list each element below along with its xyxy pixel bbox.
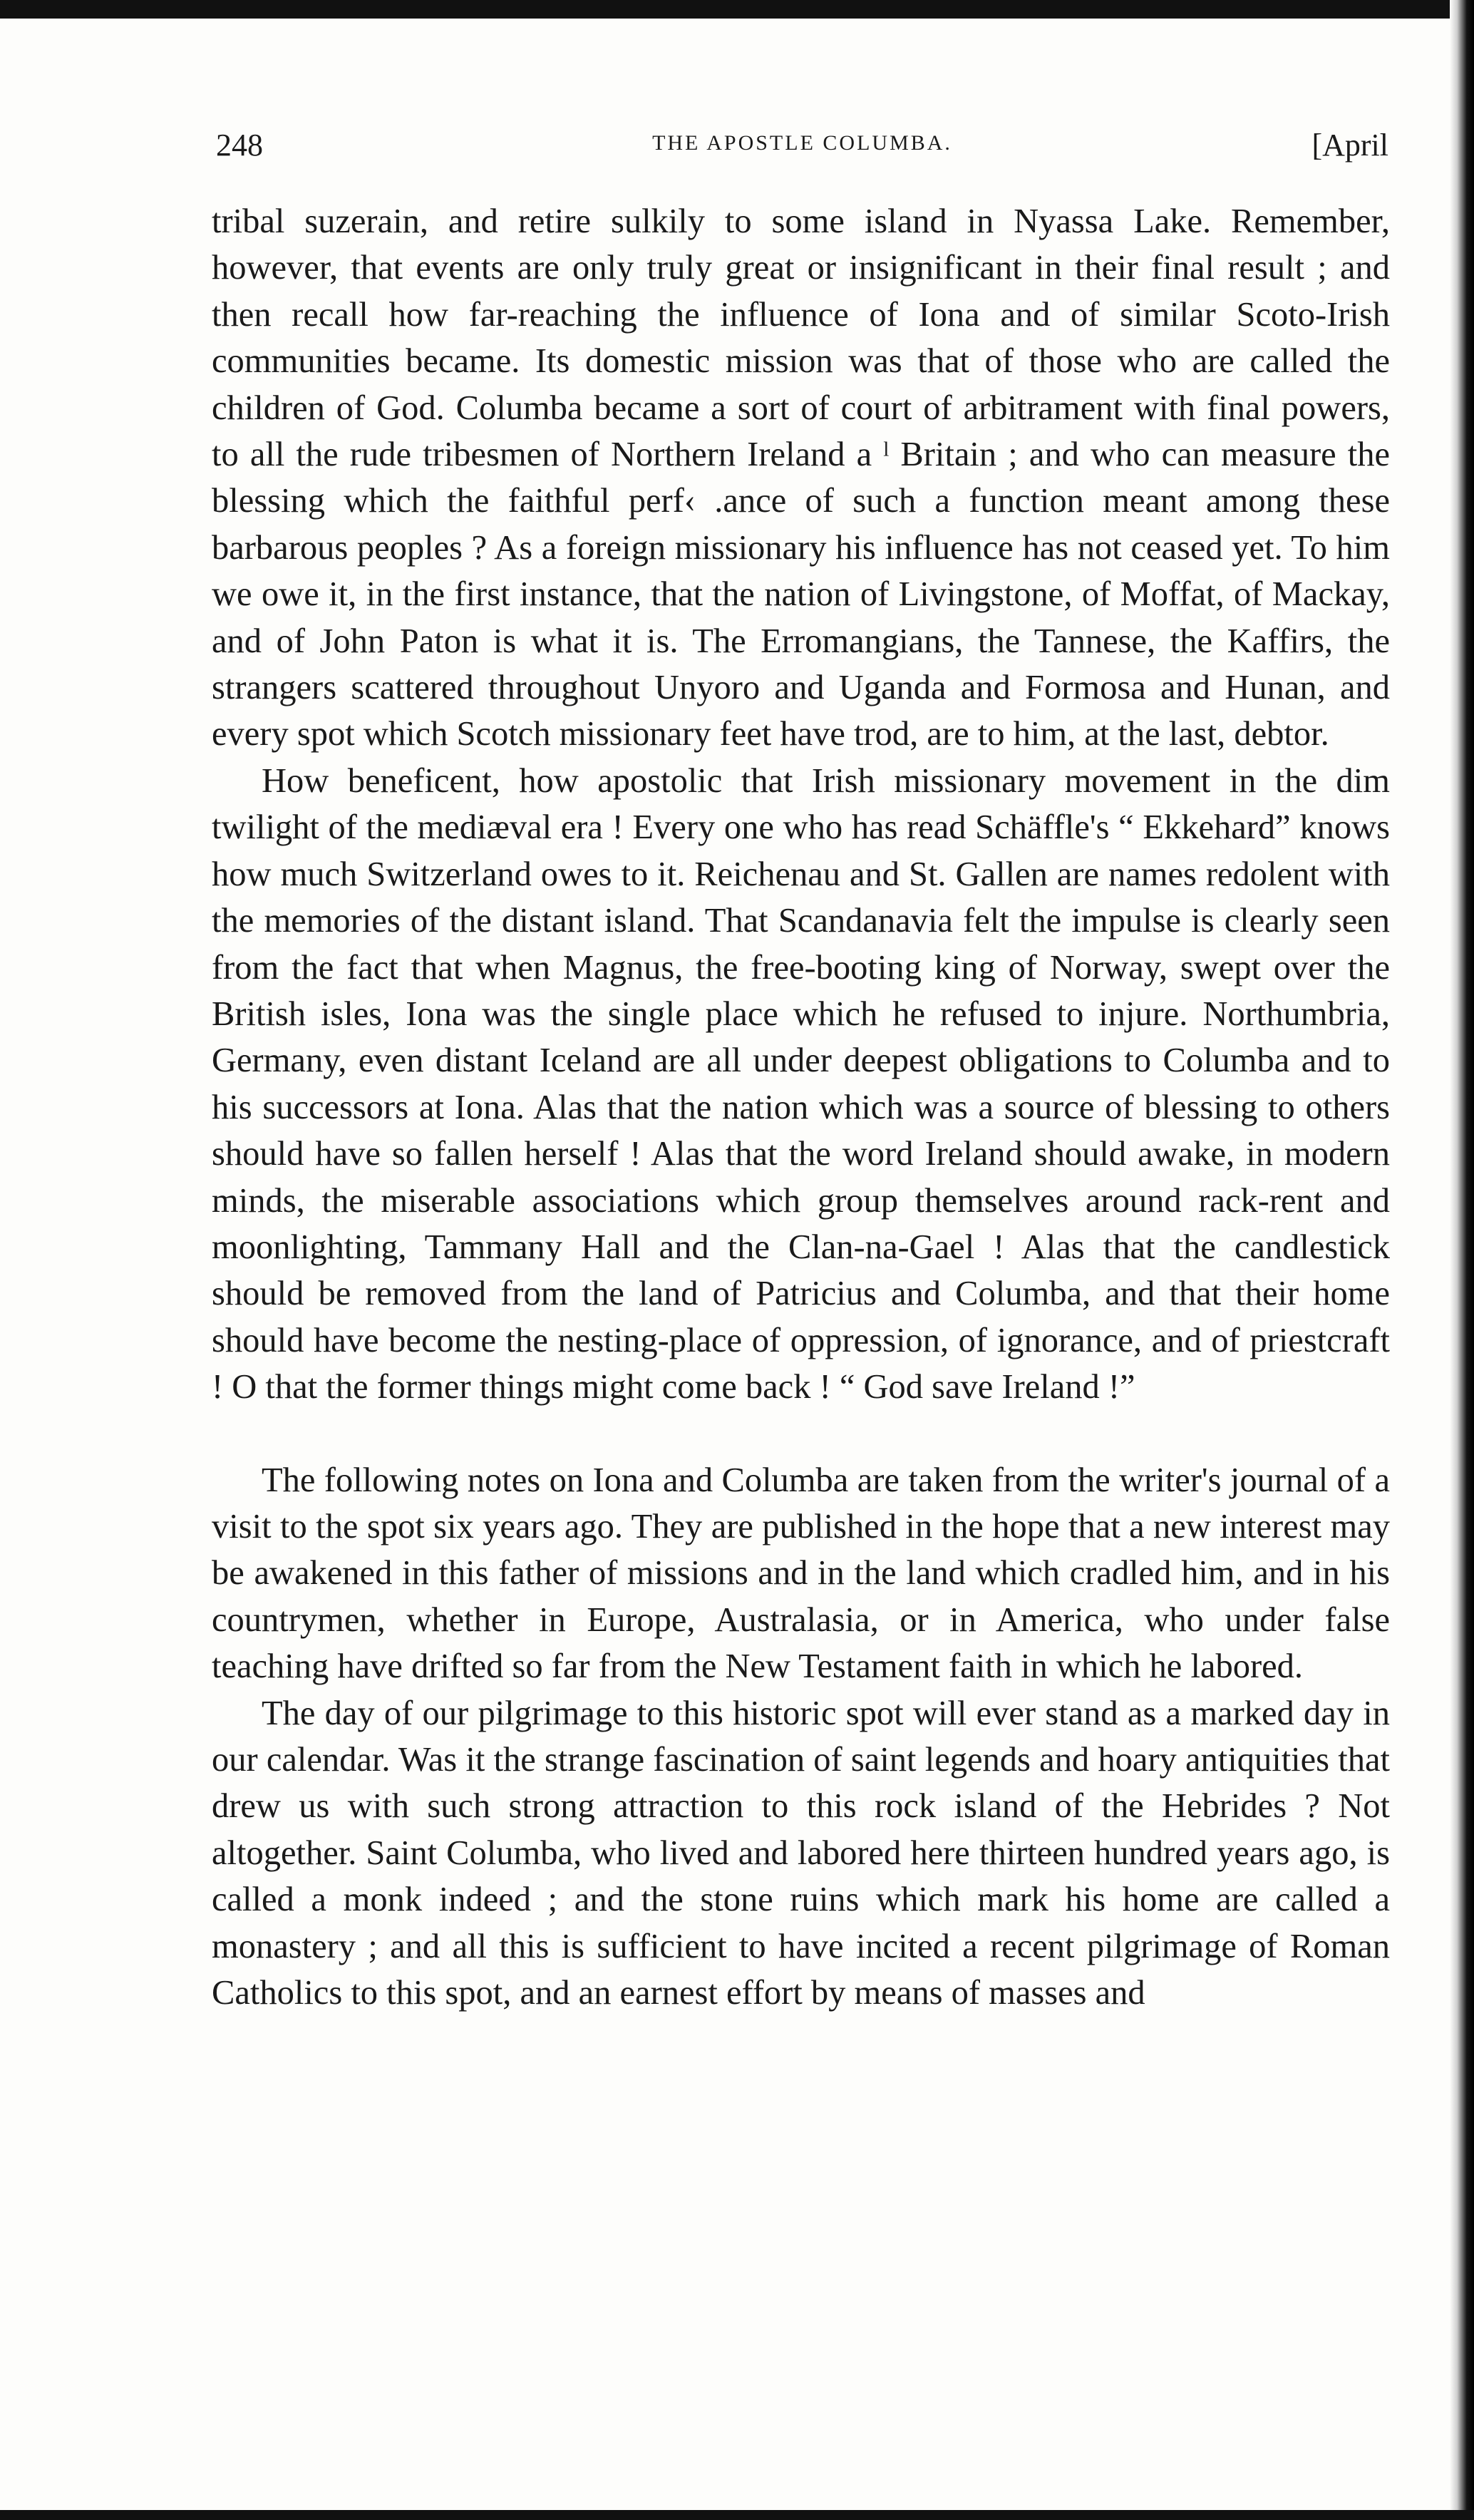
page-number: 248 xyxy=(216,128,263,163)
body-text xyxy=(212,198,1390,2016)
scan-right-border xyxy=(1450,0,1474,2520)
paragraph-irish-mission: How beneficent, how apostolic that Irish missionary movement in the dim twilight of the mediæval era ! Every one who has read Schäffle's “ Ekkehard” knows how much Switzerland owes to it. Reichenau and St. Gallen are names redolent with the memories of the distant island. That Scandanavia felt the impulse is clearly seen from the fact that when Magnus, the free-booting king of Norway, swept over the British isles, Iona was the single place which he refused to injure. Northumbria, Germany, even distant Iceland are all under deepest obligations to Columba and to his successors at Iona. Alas that the nation which was a source of blessing to others should have so fallen herself ! Alas that the word Ireland should awake, in modern minds, the miserable associations which group themselves around rack-rent and moonlighting, Tammany Hall and the Clan-na-Gael ! Alas that the candlestick should be removed from the land of Patricius and Columba, and that their home should have become the nesting-place of oppression, of ignorance, and of priestcraft ! O that the former things might come back ! “ God save Ireland !” xyxy=(212,761,1390,1406)
paragraph-continued: tribal suzerain, and retire sulkily to some island in Nyassa Lake. Remember, however, that events are only truly great or insignificant in their final result ; and then recall how far-reaching the influence of Iona and of similar Scoto-Irish communities became. Its domestic mission was that of those who are called the children of God. Columba became a sort of court of arbitrament with final powers, to all the rude tribesmen of Northern Ireland a ˡ Britain ; and who can measure the blessing which the faithful perf‹ .ance of such a function meant among these barbarous peoples ? As a foreign missionary his influence has not ceased yet. To him we owe it, in the first instance, that the nation of Livingstone, of Moffat, of Mackay, and of John Paton is what it is. The Erromangians, the Tannese, the Kaffirs, the strangers scattered throughout Unyoro and Uganda and Formosa and Hunan, and every spot which Scotch missionary feet have trod, are to him, at the last, debtor. xyxy=(212,202,1390,754)
running-month: [April xyxy=(1311,128,1388,163)
paragraph-journal-notes: The following notes on Iona and Columba are taken from the writer's journal of a visit to the spot six years ago. They are published in the hope that a new interest may be awakened in this father of missions and in the land which cradled him, and in his countrymen, whether in Europe, Australasia, or in America, who under false teaching have drifted so far from the New Testament faith in which he labored. xyxy=(212,1461,1390,1686)
scan-bottom-border xyxy=(0,2510,1474,2520)
running-title: THE APOSTLE COLUMBA. xyxy=(652,131,952,155)
scan-top-border xyxy=(0,0,1474,19)
running-head xyxy=(216,127,1388,167)
paragraph-pilgrimage: The day of our pilgrimage to this historic spot will ever stand as a marked day in our calendar. Was it the strange fascination of saint legends and hoary antiquities that drew us with such strong attraction to this rock island of the Hebrides ? Not altogether. Saint Columba, who lived and labored here thirteen hundred years ago, is called a monk indeed ; and the stone ruins which mark his home are called a monastery ; and all this is sufficient to have incited a recent pilgrimage of Roman Catholics to this spot, and an earnest effort by means of masses and xyxy=(212,1694,1390,2012)
